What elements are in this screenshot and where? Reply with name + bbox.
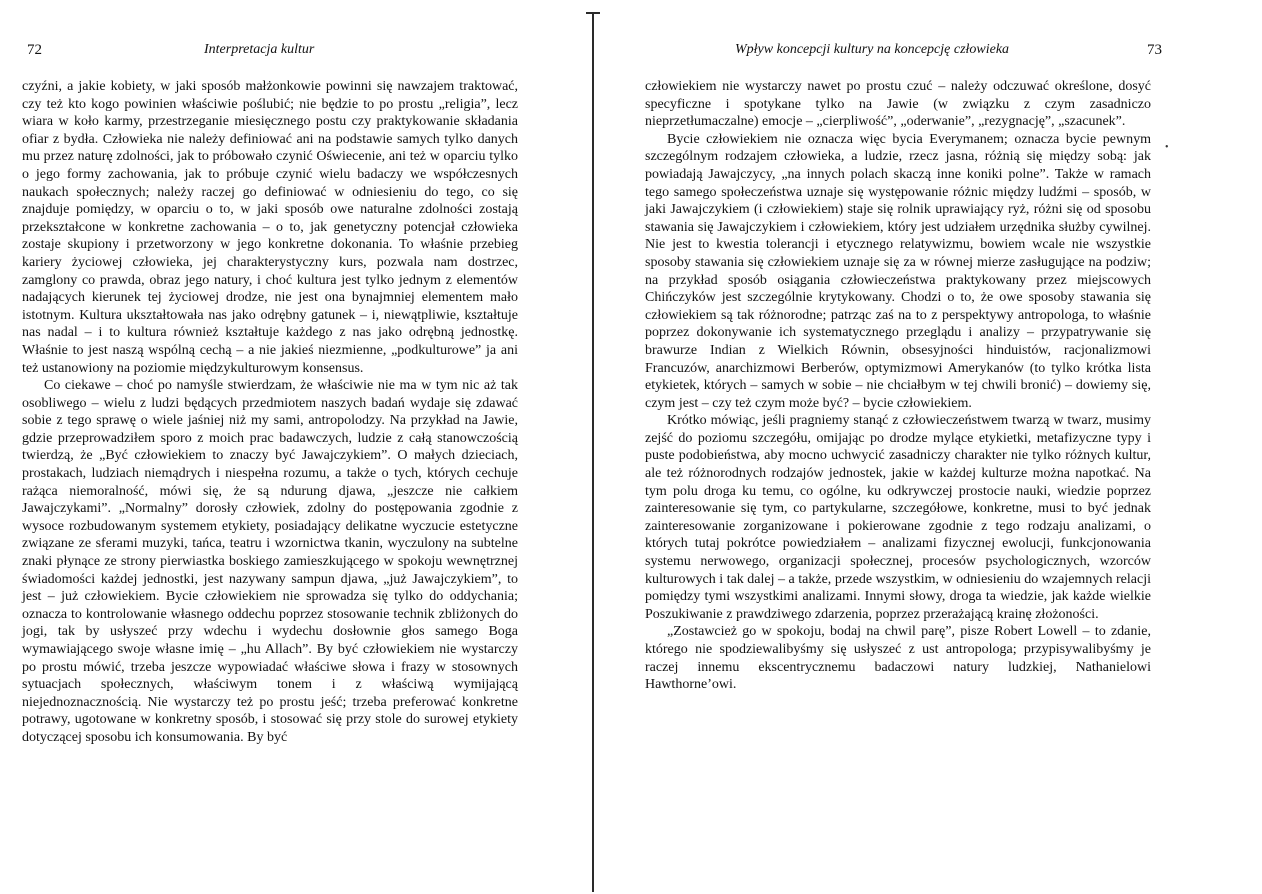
- right-page-body: [645, 78, 1151, 694]
- right-page: [645, 0, 1162, 894]
- left-running-header: [22, 42, 522, 62]
- left-page-body: [22, 78, 518, 747]
- right-running-head-title: Wpływ koncepcji kultury na koncepcję człowieka: [735, 42, 1010, 57]
- left-paragraph-1: czyźni, a jakie kobiety, w jaki sposób małżonkowie powinni się nawzajem traktować, czy też kto kogo powinien właściwie poślubić; nie będzie to po prostu „religia”, lecz wiara w koło karmy, przestrzeganie miesięcznego postu czy praktykowanie składania ofiar z bydła. Człowieka nie należy definiować ani na podstawie samych tylko danych mu przez naturę zdolności, jak to próbowało czynić Oświecenie, ani też w oparciu tylko o jego formy zachowania, jak to próbuje czynić wielu badaczy we współczesnych naukach społecznych; należy raczej go definiować w odniesieniu do tego, co się znajduje pomiędzy, w oparciu o to, w jaki sposób owe naturalne zdolności zostają przekształcone w konkretne zachowania – o to, jak genetyczny potencjał człowieka zostaje skupiony i przetworzony w jego konkretne dokonania. To właśnie przebieg kariery życiowej człowieka, jej charakterystyczny kurs, pozwala nam dostrzec, zamglony co prawda, obraz jego natury, i choć kultura jest tylko jednym z elementów nadających kierunek tej życiowej drodze, nie jest ona bynajmniej elementem mało istotnym. Kultura ukształtowała nas jako odrębny gatunek – i, niewątpliwie, kształtuje nas nadal – i to kultura również kształtuje każdego z nas jako odrębną jednostkę. Właśnie to jest naszą wspólną cechą – a nie jakieś niezmienne, „podkulturowe” ja ani też ustanowiony na poziomie międzykulturowym konsensus.: [22, 79, 518, 376]
- right-running-header: [645, 42, 1162, 62]
- right-paragraph-3: Krótko mówiąc, jeśli pragniemy stanąć z człowieczeństwem twarzą w twarz, musimy zejść do poziomu szczegółu, omijając po drodze mylące etykietki, metafizyczne typy i puste podobieństwa, aby mocno uchwycić zasadniczy charakter nie tylko różnych kultur, ale też różnorodnych rodzajów jednostek, jakie w każdej kulturze można napotkać. Na tym polu droga ku temu, co ogólne, ku odkrywczej prostocie nauki, wiedzie poprzez zainteresowanie się tym, co partykularne, szczegółowe, konkretne, musi to być jednak zainteresowanie zorganizowane i pokierowane zgodnie z tego rodzaju analizami, o których tutaj pokrótce powiedziałem – analizami fizycznej ewolucji, funkcjonowania systemu nerwowego, organizacji społecznej, procesów psychologicznych, wzorców kulturowych i tak dalej – a także, przede wszystkim, w odniesieniu do wzajemnych relacji pomiędzy tymi wszystkimi analizami. Innymi słowy, droga ta wiedzie, jak każde wielkie Poszukiwanie z prawdziwego zdarzenia, poprzez przerażającą krainę złożoności.: [645, 413, 1151, 622]
- right-paragraph-4: „Zostawcież go w spokoju, bodaj na chwil parę”, pisze Robert Lowell – to zdanie, którego nie spodziewalibyśmy się usłyszeć z ust antropologa; przypisywalibyśmy je raczej innemu ekscentrycznemu badaczowi natury ludzkiej, Nathanielowi Hawthorne’owi.: [645, 624, 1151, 693]
- right-paragraph-2: Bycie człowiekiem nie oznacza więc bycia Everymanem; oznacza bycie pewnym szczególnym rodzajem człowieka, a ludzie, rzecz jasna, różnią się między sobą: jak powiadają Jawajczycy, „na innych polach skaczą inne koniki polne”. Także w ramach tego samego społeczeństwa uznaje się występowanie różnic między ludźmi – sposób, w jaki Jawajczykiem (i człowiekiem) staje się rolnik uprawiający ryż, różni się od sposobu stawania się Jawajczykiem i człowiekiem, który jest udziałem urzędnika służby cywilnej. Nie jest to kwestia tolerancji i etycznego relatywizmu, bowiem wcale nie wszystkie sposoby stawania się człowiekiem uznaje się za w równej mierze zasługujące na podziw; na przykład sposób osiągania człowieczeństwa praktykowany przez miejscowych Chińczyków jest szczególnie krytykowany. Chodzi o to, że owe sposoby stawania się człowiekiem są tak różnorodne; patrząc zaś na to z perspektywy antropologa, to właśnie poprzez dokonywanie ich systematycznego przeglądu i analizy – przypatrywanie się brawurze Indian z Wielkich Równin, obsesyjności hinduistów, racjonalizmowi Francuzów, anarchizmowi Berberów, optymizmowi Amerykanów (to tylko krótka lista etykietek, których – samych w sobie – nie chciałbym w tej chwili bronić) – dowiemy się, czym jest – czy też czym może być? – bycie człowiekiem.: [645, 131, 1151, 411]
- right-paragraph-1: człowiekiem nie wystarczy nawet po prostu czuć – należy odczuwać określone, dosyć specyficzne i spotykane tylko na Jawie (w związku z czym zasadniczo nieprzetłumaczalne) emocje – „cierpliwość”, „oderwanie”, „rezygnację”, „szacunek”.: [645, 79, 1151, 130]
- left-paragraph-2: Co ciekawe – choć po namyśle stwierdzam, że właściwie nie ma w tym nic aż tak osobliwego – wielu z ludzi będących przedmiotem naszych badań wydaje się zdawać sobie z tego sprawę o wiele jaśniej niż my sami, antropolodzy. Na przykład na Jawie, gdzie przeprowadziłem sporo z moich prac badawczych, ludzie z całą stanowczością twierdzą, że „Być człowiekiem to znaczy być Jawajczykiem”. O małych dzieciach, prostakach, ludziach niemądrych i niespełna rozumu, a także o tych, których cechuje rażąca niemoralność, mówi się, że są ndurung djawa, „jeszcze nie całkiem Jawajczykami”. „Normalny” dorosły człowiek, zdolny do postępowania zgodnie z wysoce rozbudowanym systemem etykiety, posiadający delikatne wyczucie estetyczne związane ze sferami muzyki, tańca, teatru i wzornictwa tkanin, wyczulony na subtelne znaki płynące ze strony pierwiastka boskiego zamieszkującego w spokoju wewnętrznej świadomości każdej jednostki, jest nazywany sampun djawa, „już Jawajczykiem”, to jest – już człowiekiem. Bycie człowiekiem nie sprowadza się tylko do oddychania; oznacza to kontrolowanie własnego oddechu poprzez stosowanie technik zbliżonych do jogi, tak by usłyszeć przy wdechu i wydechu dosłownie głos samego Boga wymawiającego swoje własne imię – „hu Allach”. By być człowiekiem nie wystarczy po prostu mówić, trzeba jeszcze wypowiadać właściwe słowa i frazy w stosownych sytuacjach społecznych, właściwym tonem i z właściwą wymijającą niejednoznacznością. Nie wystarczy też po prostu jeść; trzeba preferować konkretne potrawy, ugotowane w konkretny sposób, i stosować się przy stole do surowej etykiety dotyczącej sposobu ich konsumowania. By być: [22, 378, 518, 745]
- book-gutter: [592, 12, 594, 892]
- left-running-head-title: Interpretacja kultur: [204, 42, 315, 57]
- right-page-number: 73: [1147, 42, 1162, 58]
- margin-dot-icon: •: [1165, 142, 1169, 153]
- left-page: [22, 0, 522, 894]
- left-page-number: 72: [27, 42, 42, 58]
